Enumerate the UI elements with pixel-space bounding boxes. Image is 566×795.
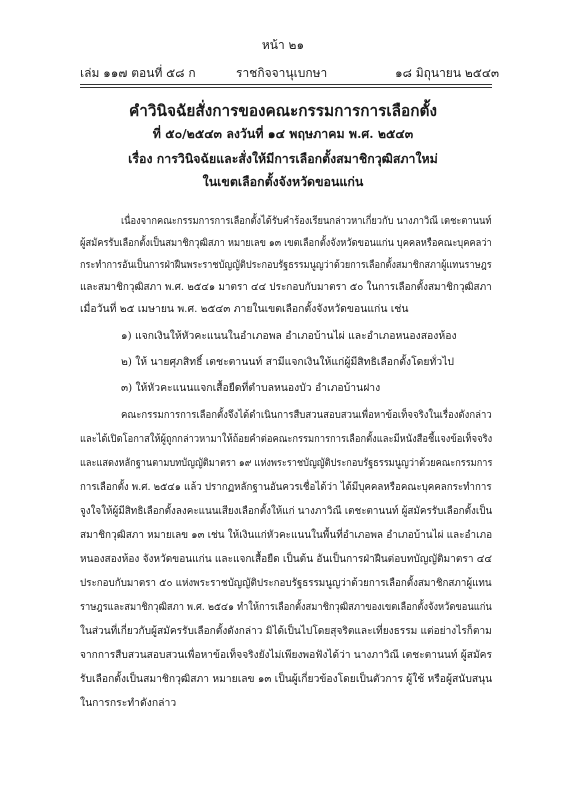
text-line: รับเลือกตั้งเป็นสมาชิกวุฒิสภา หมายเลข ๑๓ เป็นผู้เกี่ยวข้องโดยเป็นตัวการ ผู้ใช้ หรือผู้สนับสนุน xyxy=(80,673,493,685)
subject-line: เรื่อง การวินิจฉัยและสั่งให้มีการเลือกตั้งสมาชิกวุฒิสภาใหม่ xyxy=(128,151,438,166)
list-item: ๒) ให้ นายศุภสิทธิ์ เตชะตานนท์ สามีแจกเงินให้แก่ผู้มีสิทธิเลือกตั้งโดยทั่วไป xyxy=(121,356,455,368)
text-line: ราษฎรและสมาชิกวุฒิสภา พ.ศ. ๒๕๔๑ ทำให้การเลือกตั้งสมาชิกวุฒิสภาของเขตเลือกตั้งจังหวัดขอนแก่น xyxy=(80,601,492,613)
publication-date: ๑๘ มิถุนายน ๒๕๔๓ xyxy=(395,66,500,80)
text-line: จากการสืบสวนสอบสวนเพื่อหาข้อเท็จจริงยังไม่เพียงพอฟังได้ว่า นางภาวิณี เตชะตานนท์ ผู้สมัคร xyxy=(80,649,492,661)
text-line: กระทำการอันเป็นการฝ่าฝืนพระราชบัญญัติประกอบรัฐธรรมนูญว่าด้วยการเลือกตั้งสมาชิกสภาผู้แทนราษฎร xyxy=(80,259,492,271)
header-rule-bottom xyxy=(80,87,492,88)
list-item: ๑) แจกเงินให้หัวคะแนนในอำเภอพล อำเภอบ้านไผ่ และอำเภอหนองสองห้อง xyxy=(121,330,457,342)
gazette-name: ราชกิจจานุเบกษา xyxy=(236,66,328,80)
text-line: ผู้สมัครรับเลือกตั้งเป็นสมาชิกวุฒิสภา หมายเลข ๑๓ เขตเลือกตั้งจังหวัดขอนแก่น บุคคลหรือคณะบุคคลว่า xyxy=(80,237,492,249)
order-number-line: ที่ ๕๐/๒๕๔๓ ลงวันที่ ๑๔ พฤษภาคม พ.ศ. ๒๕๔๓ xyxy=(152,126,414,141)
subject-line-2: ในเขตเลือกตั้งจังหวัดขอนแก่น xyxy=(202,174,364,189)
header-rule-top xyxy=(80,84,492,85)
text-line: เมื่อวันที่ ๒๕ เมษายน พ.ศ. ๒๕๔๓ ภายในเขตเลือกตั้งจังหวัดขอนแก่น เช่น xyxy=(80,303,409,315)
text-line: จูงใจให้ผู้มีสิทธิเลือกตั้งลงคะแนนเสียงเลือกตั้งให้แก่ นางภาวิณี เตชะตานนท์ ผู้สมัครรับเลือกตั้งเป็น xyxy=(80,505,493,517)
text-line: สมาชิกวุฒิสภา หมายเลข ๑๓ เช่น ให้เงินแก่หัวคะแนนในพื้นที่อำเภอพล อำเภอบ้านไผ่ และอำเภอ xyxy=(80,529,493,541)
page-number: หน้า ๒๑ xyxy=(261,38,305,52)
volume-issue: เล่ม ๑๑๗ ตอนที่ ๕๘ ก xyxy=(80,66,196,80)
list-item: ๓) ให้หัวคะแนนแจกเสื้อยืดที่ตำบลหนองบัว อำเภอบ้านฝาง xyxy=(121,382,381,394)
text-line: หนองสองห้อง จังหวัดขอนแก่น และแจกเสื้อยืด เป็นต้น อันเป็นการฝ่าฝืนต่อบทบัญญัติมาตรา ๔๔ xyxy=(80,553,493,565)
text-line: และได้เปิดโอกาสให้ผู้ถูกกล่าวหามาให้ถ้อยคำต่อคณะกรรมการการเลือกตั้งและมีหนังสือชี้แจงข้อเท็จจริง xyxy=(80,433,493,445)
text-line: ในส่วนที่เกี่ยวกับผู้สมัครรับเลือกตั้งดังกล่าว มิได้เป็นไปโดยสุจริตและเที่ยงธรรม แต่อย่างไรก็ตาม xyxy=(80,625,492,637)
document-title: คำวินิจฉัยสั่งการของคณะกรรมการการเลือกตั้ง xyxy=(128,101,437,120)
text-line: คณะกรรมการการเลือกตั้งจึงได้ดำเนินการสืบสวนสอบสวนเพื่อหาข้อเท็จจริงในเรื่องดังกล่าว xyxy=(121,409,492,421)
text-line: การเลือกตั้ง พ.ศ. ๒๕๔๑ แล้ว ปรากฏหลักฐานอันควรเชื่อได้ว่า ได้มีบุคคลหรือคณะบุคคลกระทำการ xyxy=(80,481,492,493)
text-line: ในการกระทำดังกล่าว xyxy=(80,697,177,709)
text-line: ประกอบกับมาตรา ๕๐ แห่งพระราชบัญญัติประกอบรัฐธรรมนูญว่าด้วยการเลือกตั้งสมาชิกสภาผู้แทน xyxy=(80,577,492,589)
text-line: และสมาชิกวุฒิสภา พ.ศ. ๒๕๔๑ มาตรา ๔๔ ประกอบกับมาตรา ๕๐ ในการเลือกตั้งสมาชิกวุฒิสภา xyxy=(80,281,492,293)
text-line: และแสดงหลักฐานตามบทบัญญัติมาตรา ๑๙ แห่งพระราชบัญญัติประกอบรัฐธรรมนูญว่าด้วยคณะกรรมการ xyxy=(80,457,493,469)
text-line: เนื่องจากคณะกรรมการการเลือกตั้งได้รับคำร้องเรียนกล่าวหาเกี่ยวกับ นางภาวิณี เตชะตานนท์ xyxy=(121,215,492,227)
